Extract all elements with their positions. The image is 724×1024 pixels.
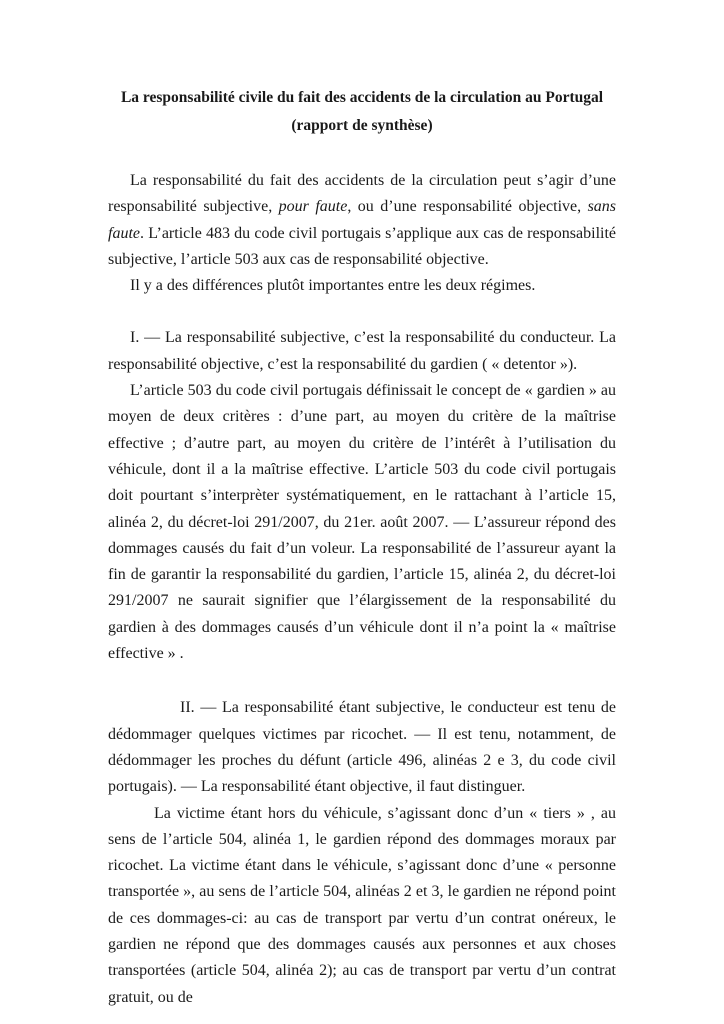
intro-text-b: , ou d’une responsabilité objective, <box>347 198 588 216</box>
section-2-paragraph-2: La victime étant hors du véhicule, s’agissant donc d’un « tiers » , au sens de l’article 504, alinéa 1, le gardien répond des dommages moraux par ricochet. La victime étant dans le véhicule, s’agissant donc d’une « personne transportée », au sens de l’article 504, alinéas 2 et 3, le gardien ne répond point de ces dommages-ci: au cas de transport par vertu d’un contrat onéreux, le gardien ne répond que des dommages causés aux personnes et aux choses transportées (article 504, alinéa 2); au cas de transport par vertu d’un contrat gratuit, ou de <box>108 804 616 1006</box>
section-1-paragraph-2: L’article 503 du code civil portugais définissait le concept de « gardien » au moyen de deux critères : d’une part, au moyen du critère de la maîtrise effective ; d’autre part, au moyen du critère de l’intérêt à l’utilisation du véhicule, dont il a la maîtrise effective. L’article 503 du code civil portugais doit pourtant s’interprèter systématiquement, en le rattachant à l’article 15, alinéa 2, du décret-loi 291/2007, du 21er. août 2007. — L’assureur répond des dommages causés du fait d’un voleur. La responsabilité de l’assureur ayant la fin de garantir la responsabilité du gardien, l’article 15, alinéa 2, du décret-loi 291/2007 ne saurait signifier que l’élargissement de la responsabilité du gardien à des dommages causés d’un véhicule dont il n’a point la « maîtrise effective » . <box>108 382 616 663</box>
document-page <box>108 84 616 1011</box>
intro-paragraph-2: Il y a des différences plutôt importantes entre les deux régimes. <box>130 277 536 295</box>
section-1-paragraph-1: I. — La responsabilité subjective, c’est la responsabilité du conducteur. La responsabilité objective, c’est la responsabilité du gardien ( « detentor »). <box>108 329 616 373</box>
intro-emphasis-sans-faute: sans faute <box>108 198 617 242</box>
intro-text-a: La responsabilité du fait des accidents de la circulation peut s’agir d’une responsabilité subjective, <box>108 172 616 216</box>
intro-paragraph <box>108 168 616 273</box>
intro-text-c: . L’article 483 du code civil portugais s’applique aux cas de responsabilité subjective, l’article 503 aux cas de responsabilité objective. <box>108 224 616 268</box>
document-title: La responsabilité civile du fait des accidents de la circulation au Portugal <box>120 89 604 106</box>
document-subtitle: (rapport de synthèse) <box>291 117 433 134</box>
section-2-paragraph-1: II. — La responsabilité étant subjective, le conducteur est tenu de dédommager quelques victimes par ricochet. — Il est tenu, notamment, de dédommager les proches du défunt (article 496, alinéas 2 e 3, du code civil portugais). — La responsabilité étant objective, il faut distinguer. <box>108 699 616 796</box>
intro-emphasis-pour-faute: pour faute <box>278 198 348 216</box>
